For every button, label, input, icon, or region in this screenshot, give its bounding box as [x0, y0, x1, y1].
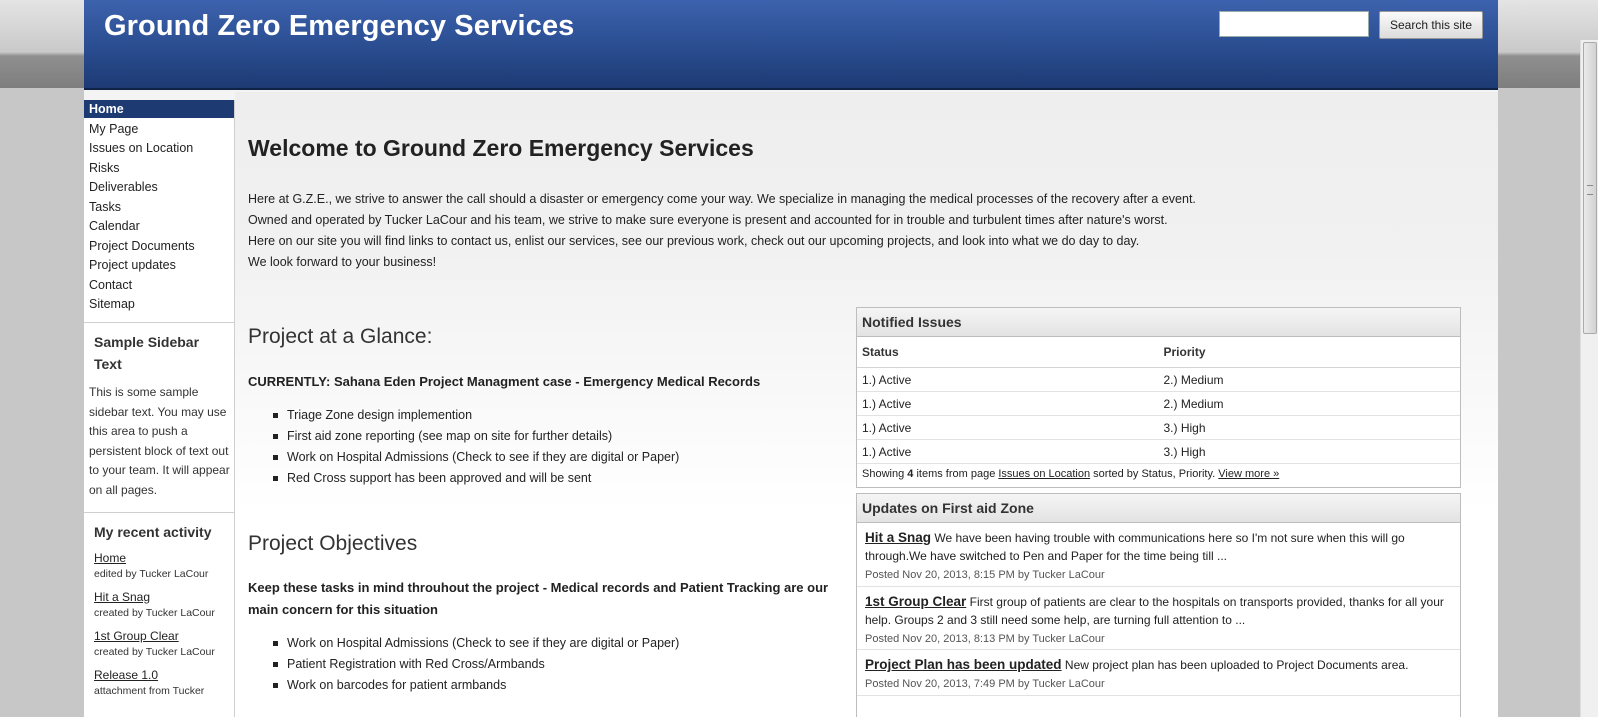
- intro-line: Here at G.Z.E., we strive to answer the call should a disaster or emergency come your way. We specialize in managing the medical processes of the recovery after a event.: [248, 192, 1196, 206]
- table-row[interactable]: [857, 392, 1460, 416]
- footer-mid: items from page: [913, 468, 999, 480]
- list-item: Work on Hospital Admissions (Check to see if they are digital or Paper): [273, 633, 679, 654]
- glance-heading: Project at a Glance:: [248, 325, 433, 348]
- table-row[interactable]: [857, 440, 1460, 464]
- page-container: [84, 0, 1498, 717]
- update-meta: Posted Nov 20, 2013, 7:49 PM by Tucker LaCour: [865, 678, 1105, 690]
- intro-line: Owned and operated by Tucker LaCour and his team, we strive to make sure everyone is present and accounted for in trouble and turbulent times after nature's worst.: [248, 213, 1168, 227]
- panel-title: Notified Issues: [857, 308, 1460, 337]
- vertical-scrollbar[interactable]: [1580, 40, 1598, 717]
- main-content: [235, 92, 1498, 717]
- sidebar-item-issues-on-location[interactable]: Issues on Location: [89, 141, 194, 155]
- cell-status: 1.) Active: [857, 392, 1159, 416]
- intro-line: We look forward to your business!: [248, 255, 437, 269]
- table-header-row: [857, 337, 1460, 368]
- cell-priority: 3.) High: [1159, 440, 1461, 464]
- list-item: Patient Registration with Red Cross/Armbands: [273, 654, 679, 675]
- issues-page-link[interactable]: Issues on Location: [998, 468, 1091, 480]
- sidebar-item-project-updates[interactable]: Project updates: [89, 258, 176, 272]
- objectives-heading: Project Objectives: [248, 532, 418, 555]
- list-item: Red Cross support has been approved and will be sent: [273, 468, 679, 489]
- sidebar-item-my-page[interactable]: My Page: [89, 121, 139, 136]
- site-title[interactable]: Ground Zero Emergency Services: [104, 10, 575, 42]
- updates-panel: [856, 493, 1461, 717]
- cell-status: 1.) Active: [857, 440, 1159, 464]
- sidebar-item-contact[interactable]: Contact: [89, 277, 133, 292]
- sidebar-item-deliverables[interactable]: Deliverables: [89, 180, 158, 194]
- update-body: New project plan has been uploaded to Project Documents area.: [1061, 658, 1409, 672]
- table-row[interactable]: [857, 368, 1460, 392]
- activity-meta: attachment from Tucker: [94, 685, 205, 697]
- list-item: Triage Zone design implemention: [273, 405, 679, 426]
- cell-priority: 3.) High: [1159, 416, 1461, 440]
- issues-footer: [857, 464, 1460, 484]
- cell-priority: 2.) Medium: [1159, 392, 1461, 416]
- activity-link[interactable]: Release 1.0: [94, 668, 159, 682]
- footer-sorted: sorted by Status, Priority.: [1090, 468, 1219, 480]
- list-item: Work on barcodes for patient armbands: [273, 675, 679, 696]
- glance-list: [273, 405, 679, 489]
- scrollbar-thumb[interactable]: [1583, 42, 1597, 334]
- sidebar-sample-heading-line2: Text: [94, 356, 122, 372]
- objectives-list: [273, 633, 679, 696]
- sidebar-item-tasks[interactable]: Tasks: [89, 199, 121, 214]
- currently-text: CURRENTLY: Sahana Eden Project Managment case - Emergency Medical Records: [248, 374, 761, 389]
- update-divider: [857, 586, 1460, 587]
- sidebar-sample-text: This is some sample sidebar text. You may use this area to push a persistent block of text out to your team. It will appear on all pages.: [89, 385, 230, 497]
- activity-meta: created by Tucker LaCour: [94, 646, 215, 658]
- sidebar: [84, 100, 235, 717]
- issues-table: [857, 337, 1460, 464]
- search-button[interactable]: Search this site: [1379, 11, 1483, 39]
- sidebar-item-project-documents[interactable]: Project Documents: [89, 238, 195, 253]
- update-body: We have been having trouble with communications here so I'm not sure when this will go through.We have switched to Pen and Paper for the time being till ...: [865, 531, 1405, 563]
- update-meta: Posted Nov 20, 2013, 8:13 PM by Tucker LaCour: [865, 633, 1105, 645]
- list-item: First aid zone reporting (see map on site for further details): [273, 426, 679, 447]
- update-title-link[interactable]: 1st Group Clear: [865, 594, 967, 609]
- column-header-status[interactable]: Status: [857, 337, 1159, 368]
- sidebar-sample-heading: Sample Sidebar: [94, 334, 200, 350]
- update-divider: [857, 649, 1460, 650]
- sidebar-item-calendar[interactable]: Calendar: [89, 219, 140, 233]
- scrollbar-grip-icon: [1587, 185, 1593, 195]
- table-row[interactable]: [857, 416, 1460, 440]
- sidebar-divider: [84, 512, 234, 513]
- notified-issues-panel: [856, 307, 1461, 488]
- activity-meta: edited by Tucker LaCour: [94, 568, 209, 580]
- item-count: 4: [907, 468, 914, 480]
- panel-title: Updates on First aid Zone: [857, 494, 1460, 523]
- update-divider: [857, 695, 1460, 696]
- update-title-link[interactable]: Hit a Snag: [865, 530, 932, 545]
- footer-prefix: Showing: [862, 468, 908, 480]
- update-title-link[interactable]: Project Plan has been updated: [865, 657, 1062, 672]
- search-input[interactable]: [1219, 11, 1369, 37]
- update-body: First group of patients are clear to the hospitals on transports provided, thanks for all your help. Groups 2 and 3 still need some help, are turning full attention to ...: [865, 595, 1444, 627]
- column-header-priority[interactable]: Priority: [1159, 337, 1461, 368]
- sidebar-item-sitemap[interactable]: Sitemap: [89, 297, 135, 311]
- activity-link[interactable]: Hit a Snag: [94, 590, 151, 604]
- cell-status: 1.) Active: [857, 368, 1159, 392]
- recent-activity-heading: My recent activity: [94, 524, 212, 540]
- sidebar-divider: [84, 322, 234, 323]
- activity-meta: created by Tucker LaCour: [94, 607, 215, 619]
- update-item: [865, 656, 1455, 693]
- update-item: [865, 593, 1455, 648]
- cell-priority: 2.) Medium: [1159, 368, 1461, 392]
- activity-link[interactable]: 1st Group Clear: [94, 629, 179, 643]
- sidebar-item-home[interactable]: Home: [84, 100, 234, 118]
- update-meta: Posted Nov 20, 2013, 8:15 PM by Tucker LaCour: [865, 569, 1105, 581]
- site-header: [84, 0, 1498, 90]
- objectives-intro: Keep these tasks in mind throuhout the project - Medical records and Patient Tracking are our main concern for this situation: [248, 580, 829, 617]
- cell-status: 1.) Active: [857, 416, 1159, 440]
- activity-link[interactable]: Home: [94, 551, 127, 565]
- page-title: Welcome to Ground Zero Emergency Services: [248, 135, 754, 161]
- sidebar-item-risks[interactable]: Risks: [89, 160, 120, 175]
- update-item: [865, 529, 1455, 584]
- intro-line: Here on our site you will find links to contact us, enlist our services, see our previous work, check out our upcoming projects, and look into what we do day to day.: [248, 234, 1140, 248]
- view-more-link[interactable]: View more »: [1218, 468, 1280, 480]
- list-item: Work on Hospital Admissions (Check to see if they are digital or Paper): [273, 447, 679, 468]
